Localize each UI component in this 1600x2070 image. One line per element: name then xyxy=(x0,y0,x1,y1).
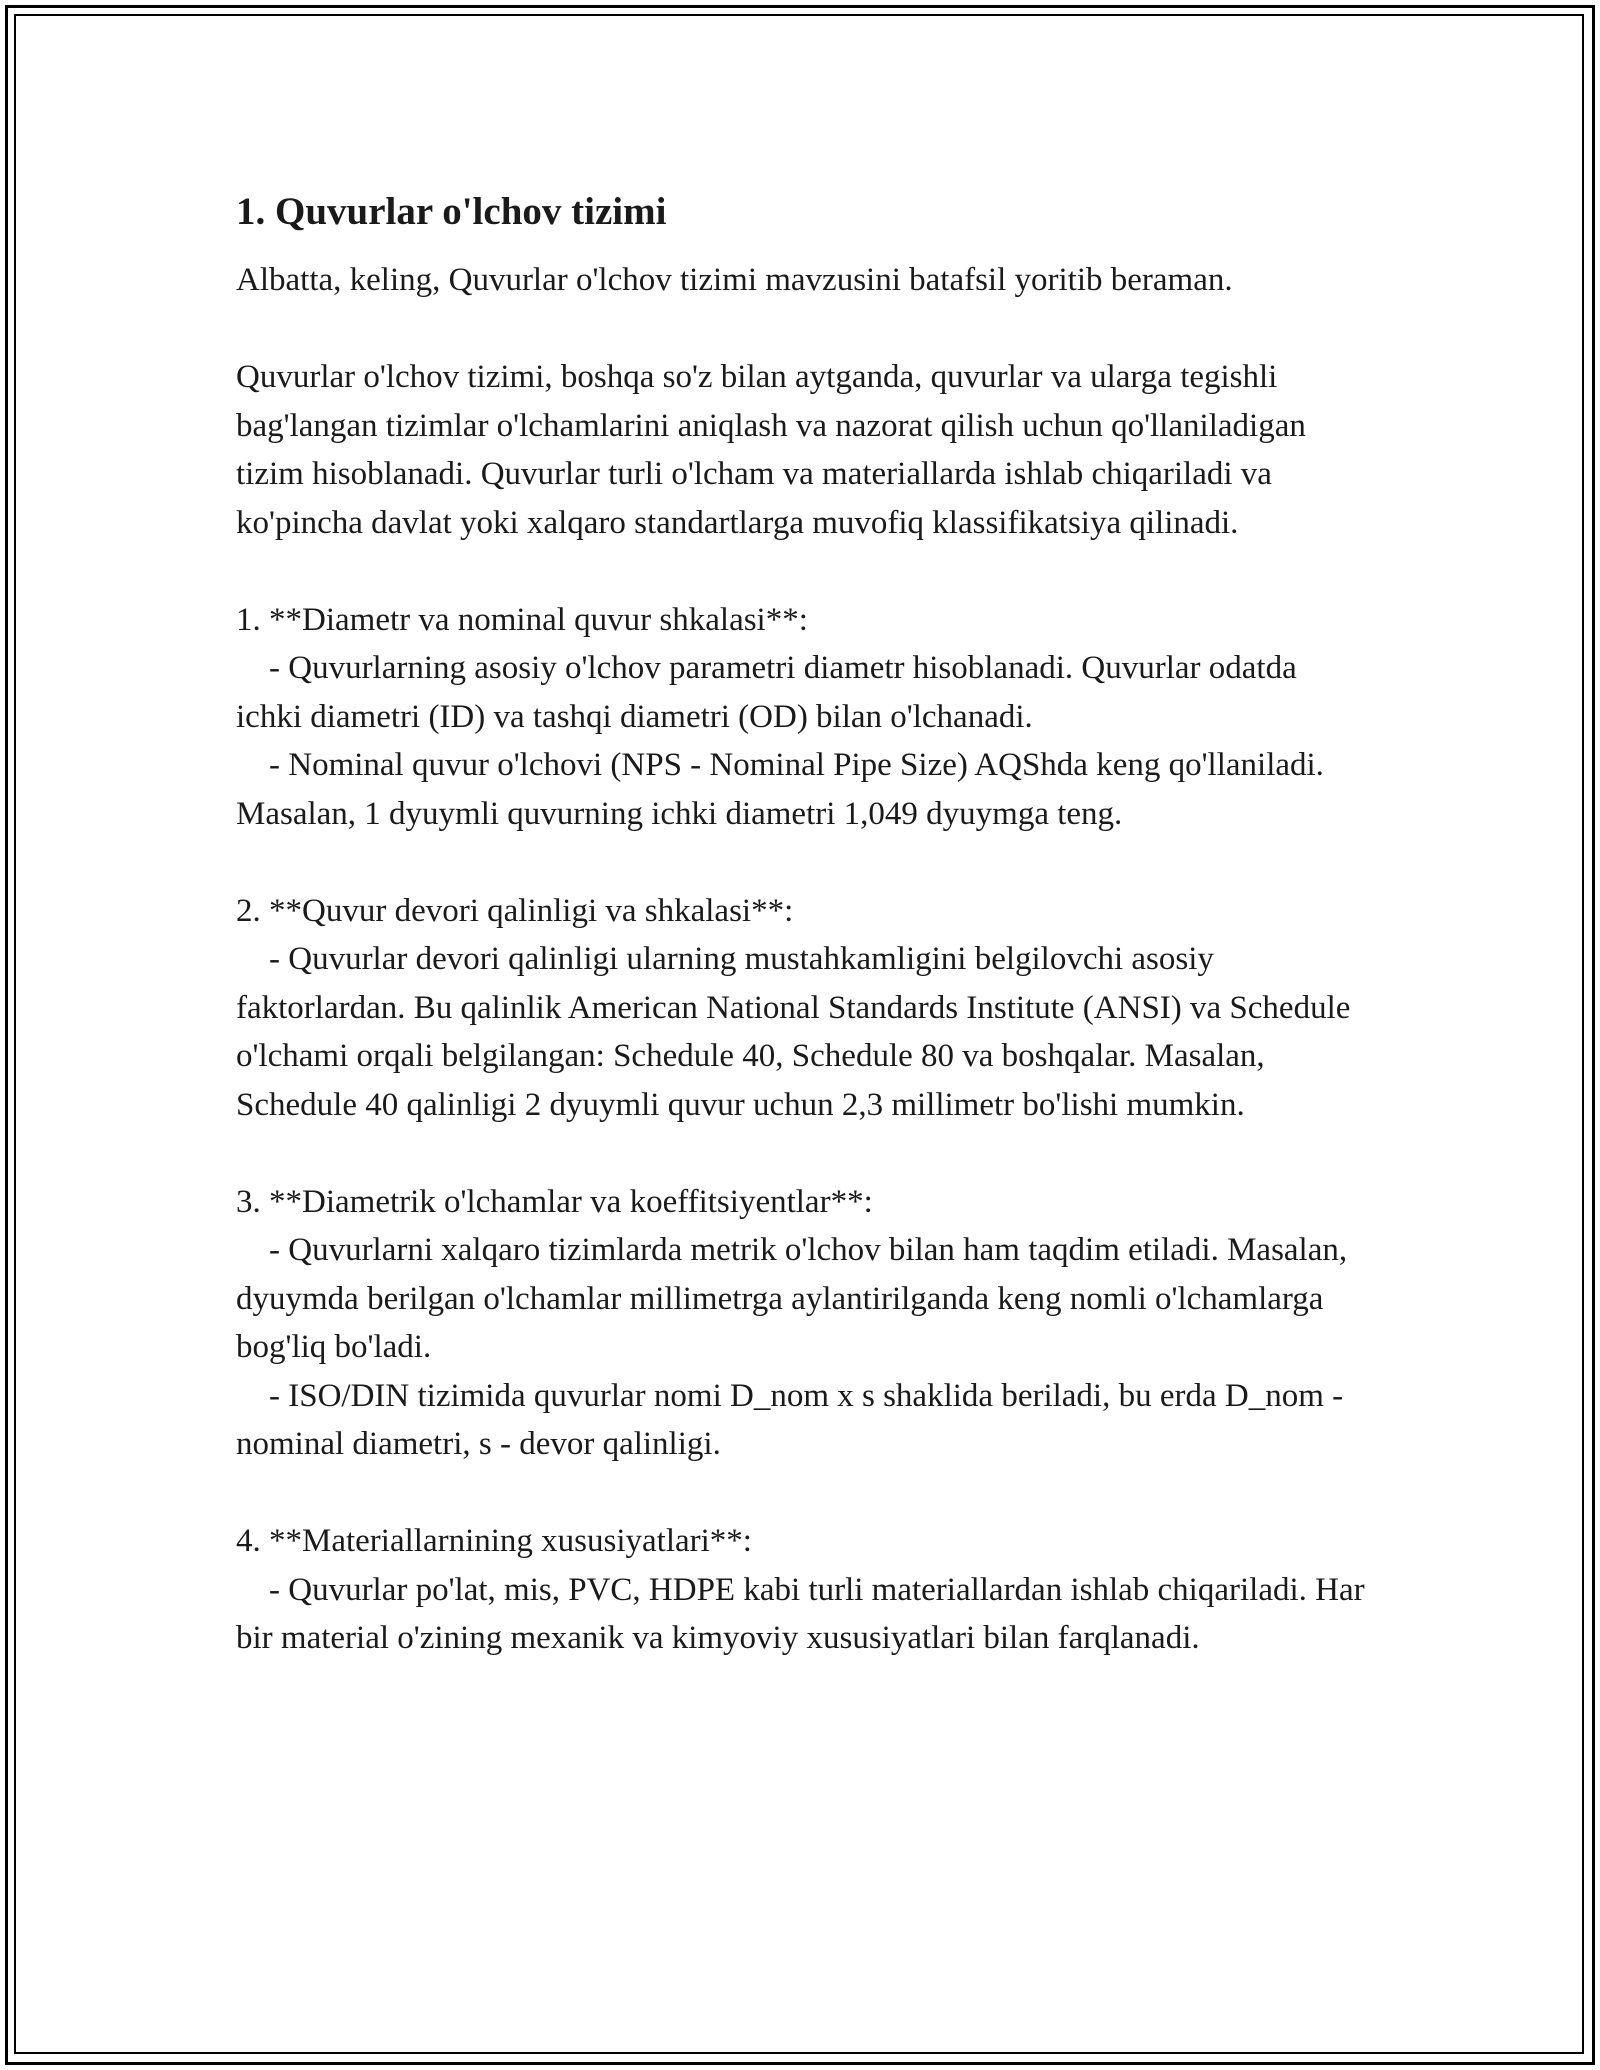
document-body: Albatta, keling, Quvurlar o'lchov tizimi mavzusini batafsil yoritib beraman. Quvurlar o'lchov tizimi, boshqa so'z bilan aytganda, quvurlar va ularga tegishli bag'langan tizimlar o'lchamlarini aniqlash va nazorat qilish uchun qo'llaniladigan tizim hisoblanadi. Quvurlar turli o'lcham va materiallarda ishlab chiqariladi va ko'pincha davlat yoki xalqaro standartlarga muvofiq klassifikatsiya qilinadi. 1. **Diametr va nominal quvur shkalasi**: - Quvurlarning asosiy o'lchov parametri diametr hisoblanadi. Quvurlar odatda ichki diametri (ID) va tashqi diametri (OD) bilan o'lchanadi. - Nominal quvur o'lchovi (NPS - Nominal Pipe Size) AQShda keng qo'llaniladi. Masalan, 1 dyuymli quvurning ichki diametri 1,049 dyuymga teng. 2. **Quvur devori qalinligi va shkalasi**: - Quvurlar devori qalinligi ularning mustahkamligini belgilovchi asosiy faktorlardan. Bu qalinlik American National Standards Institute (ANSI) va Schedule o'lchami orqali belgilangan: Schedule 40, Schedule 80 va boshqalar. Masalan, Schedule 40 qalinligi 2 dyuymli quvur uchun 2,3 millimetr bo'lishi mumkin. 3. **Diametrik o'lchamlar va koeffitsiyentlar**: - Quvurlarni xalqaro tizimlarda metrik o'lchov bilan ham taqdim etiladi. Masalan, dyuymda berilgan o'lchamlar millimetrga aylantirilganda keng nomli o'lchamlarga bog'liq bo'ladi. - ISO/DIN tizimida quvurlar nomi D_nom x s shaklida beriladi, bu erda D_nom - nominal diametri, s - devor qalinligi. 4. **Materiallarnining xususiyatlari**: - Quvurlar po'lat, mis, PVC, HDPE kabi turli materiallardan ishlab chiqariladi. Har bir material o'zining mexanik va kimyoviy xususiyatlari bilan farqlanadi. xyxy=(236,262,1365,1656)
document-content xyxy=(236,188,1366,1663)
document-title: 1. Quvurlar o'lchov tizimi xyxy=(236,190,667,233)
